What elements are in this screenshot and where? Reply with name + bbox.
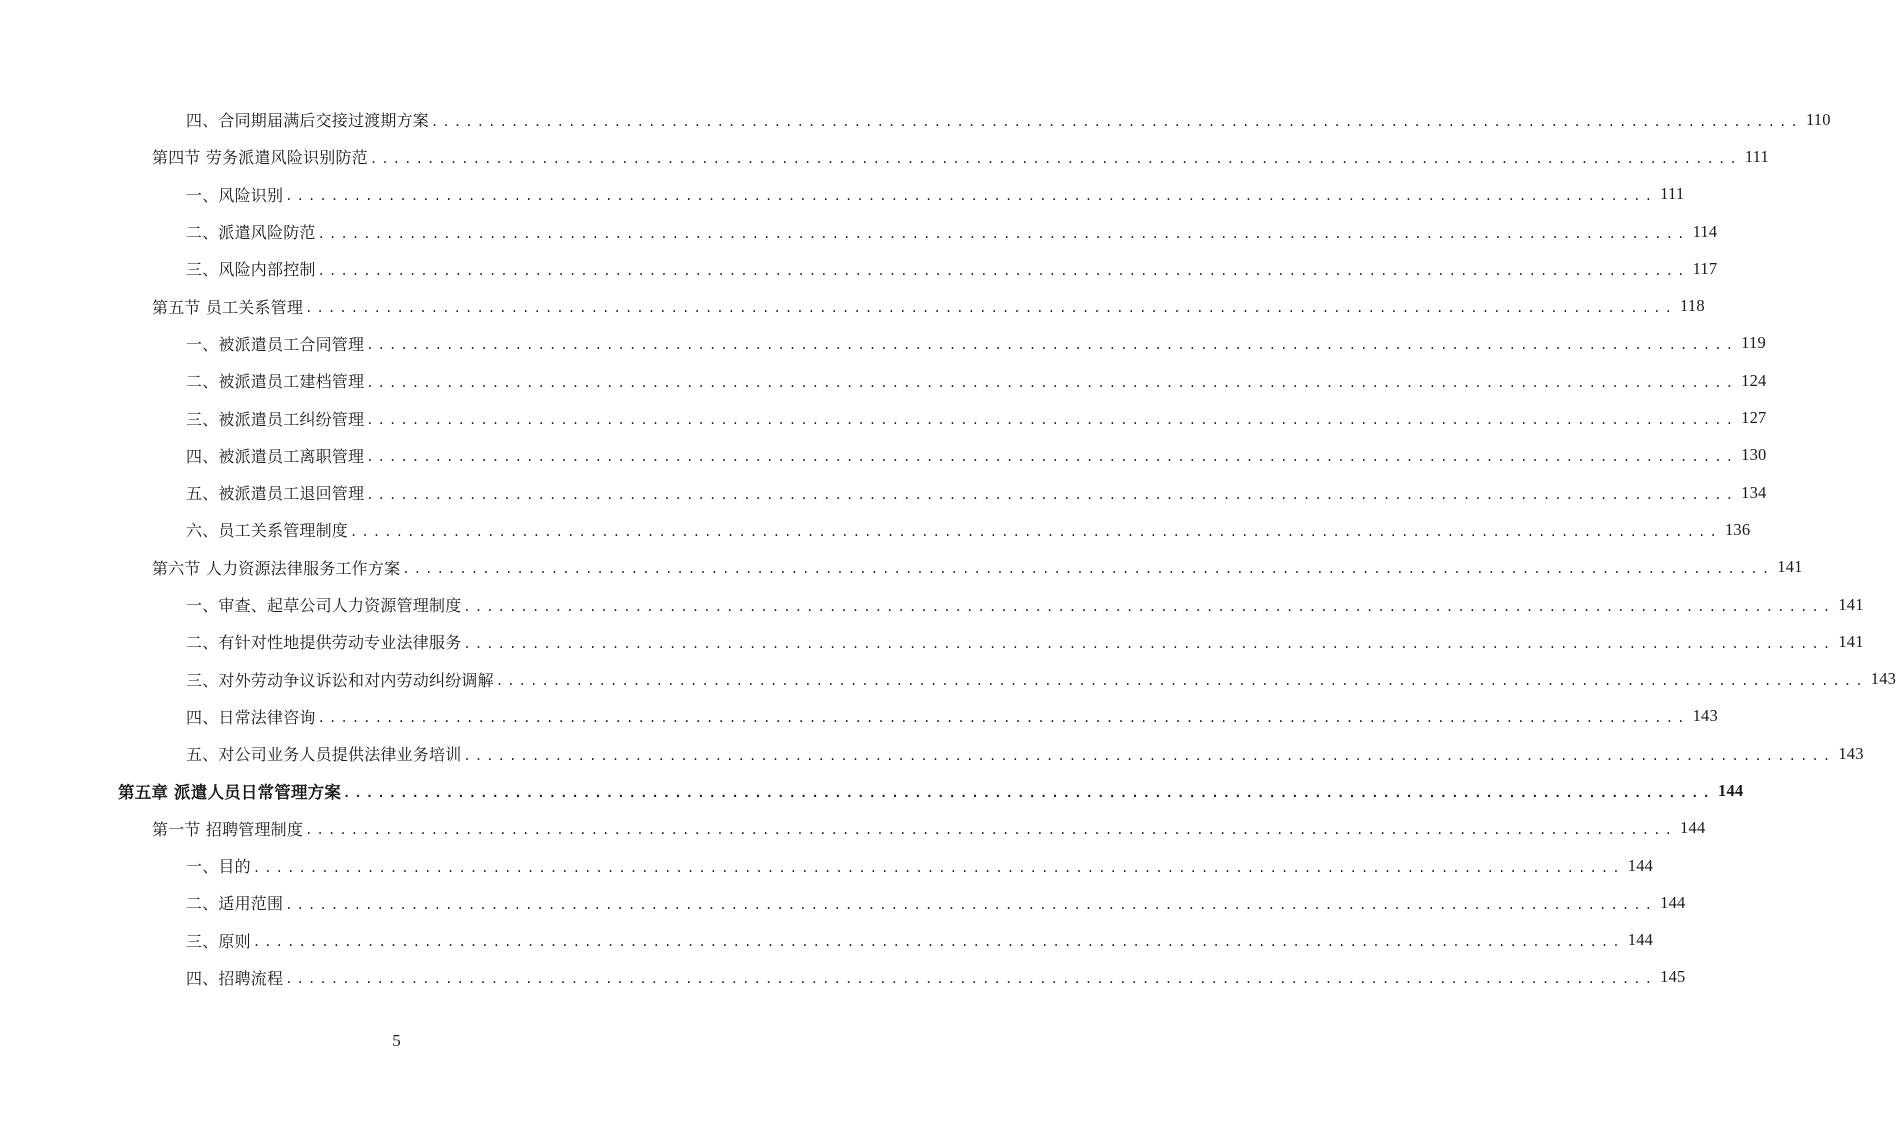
toc-entry-page: 144 (1627, 855, 1654, 875)
toc-entry[interactable] (0, 772, 1744, 809)
toc-entry-page: 141 (1838, 631, 1864, 651)
toc-entry-page: 119 (1741, 333, 1766, 353)
toc-entry[interactable] (0, 959, 1686, 996)
toc-entry[interactable] (0, 698, 1718, 735)
toc-entry[interactable] (0, 735, 1864, 772)
toc-entry-title: 四、招聘流程 (186, 968, 284, 988)
toc-entry-page: 117 (1692, 258, 1718, 278)
toc-entry[interactable] (0, 922, 1654, 959)
toc-entry-title: 一、风险识别 (186, 185, 284, 205)
toc-entry-title: 三、风险内部控制 (186, 260, 316, 280)
toc-entry[interactable] (0, 549, 1803, 586)
toc-entry[interactable] (0, 213, 1718, 250)
toc-entry[interactable] (0, 101, 1831, 138)
toc-entry[interactable] (0, 660, 1896, 697)
toc-leader-dots: ........................................................................................................................ (366, 450, 1738, 465)
toc-entry-title: 第五章 派遣人员日常管理方案 (118, 782, 342, 802)
toc-leader-dots: ........................................................................................................................ (252, 860, 1624, 875)
toc-entry-page: 143 (1870, 669, 1896, 689)
toc-entry-title: 二、被派遣员工建档管理 (186, 372, 365, 392)
table-of-contents (0, 101, 1896, 996)
toc-entry[interactable] (0, 287, 1705, 324)
toc-entry[interactable] (0, 138, 1769, 175)
toc-leader-dots: ........................................................................................................................ (366, 338, 1738, 353)
toc-entry[interactable] (0, 884, 1686, 921)
toc-entry[interactable] (0, 511, 1751, 548)
toc-leader-dots: ........................................................................................................................ (350, 524, 1721, 539)
toc-entry-page: 143 (1692, 706, 1718, 726)
toc-entry[interactable] (0, 586, 1864, 623)
toc-entry-page: 143 (1838, 743, 1864, 763)
toc-leader-dots: ........................................................................................................................ (285, 897, 1657, 912)
toc-leader-dots: ........................................................................................................................ (463, 599, 1835, 614)
toc-leader-dots: ........................................................................................................................ (463, 748, 1835, 763)
toc-entry-page: 110 (1805, 109, 1831, 129)
toc-entry-page: 130 (1741, 445, 1767, 465)
toc-entry-title: 六、员工关系管理制度 (186, 521, 349, 541)
toc-leader-dots: ........................................................................................................................ (369, 151, 1741, 166)
toc-entry-page: 141 (1777, 557, 1803, 577)
toc-leader-dots: ........................................................................................................................ (285, 189, 1657, 204)
toc-entry-title: 第一节 招聘管理制度 (152, 819, 304, 839)
toc-entry[interactable] (0, 474, 1767, 511)
toc-entry-title: 五、对公司业务人员提供法律业务培训 (186, 745, 462, 765)
toc-entry-title: 三、被派遣员工纠纷管理 (186, 409, 365, 429)
toc-leader-dots: ........................................................................................................................ (402, 562, 1774, 577)
toc-leader-dots: ........................................................................................................................ (305, 823, 1677, 838)
toc-entry-title: 一、目的 (186, 857, 251, 877)
toc-entry-page: 111 (1744, 146, 1769, 166)
toc-entry-page: 136 (1724, 519, 1751, 539)
toc-entry-page: 111 (1660, 184, 1685, 204)
toc-entry-title: 第四节 劳务派遣风险识别防范 (152, 148, 368, 168)
toc-entry-title: 五、被派遣员工退回管理 (186, 484, 365, 504)
toc-entry-title: 第六节 人力资源法律服务工作方案 (152, 558, 401, 578)
toc-entry-title: 二、适用范围 (186, 894, 284, 914)
toc-entry[interactable] (0, 362, 1767, 399)
toc-entry-page: 144 (1680, 818, 1706, 838)
toc-entry-page: 118 (1680, 296, 1705, 316)
toc-leader-dots: ........................................................................................................................ (431, 114, 1802, 129)
toc-leader-dots: ........................................................................................................................ (366, 375, 1738, 390)
toc-entry-title: 三、原则 (186, 931, 251, 951)
toc-entry-title: 第五节 员工关系管理 (152, 297, 304, 317)
page-number: 5 (392, 1031, 401, 1050)
toc-entry-title: 四、被派遣员工离职管理 (186, 446, 365, 466)
toc-leader-dots: ........................................................................................................................ (366, 413, 1738, 428)
toc-entry-title: 一、审查、起草公司人力资源管理制度 (186, 596, 462, 615)
toc-entry-page: 144 (1718, 780, 1744, 800)
toc-entry-page: 145 (1660, 967, 1686, 987)
toc-entry[interactable] (0, 325, 1766, 362)
toc-leader-dots: ........................................................................................................................ (285, 972, 1657, 987)
toc-leader-dots: ........................................................................................................................ (305, 301, 1677, 316)
toc-entry-page: 144 (1660, 892, 1686, 912)
toc-entry[interactable] (0, 250, 1718, 287)
toc-entry-title: 四、日常法律咨询 (186, 707, 316, 727)
toc-entry[interactable] (0, 399, 1767, 436)
toc-entry-page: 141 (1838, 594, 1864, 614)
toc-leader-dots: ........................................................................................................................ (252, 935, 1624, 950)
toc-leader-dots: ........................................................................................................................ (495, 674, 1867, 689)
toc-entry-page: 134 (1741, 482, 1767, 502)
toc-entry[interactable] (0, 847, 1654, 884)
toc-entry-page: 114 (1692, 221, 1718, 241)
toc-entry-page: 127 (1741, 408, 1767, 428)
toc-entry[interactable] (0, 176, 1685, 213)
toc-entry-page: 144 (1627, 930, 1654, 950)
toc-leader-dots: ........................................................................................................................ (317, 263, 1689, 278)
toc-leader-dots: ........................................................................................................................ (343, 785, 1714, 800)
toc-leader-dots: ........................................................................................................................ (317, 226, 1689, 241)
toc-leader-dots: ........................................................................................................................ (366, 487, 1738, 502)
toc-leader-dots: ........................................................................................................................ (463, 636, 1835, 651)
toc-entry[interactable] (0, 623, 1864, 660)
toc-entry-title: 四、合同期届满后交接过渡期方案 (186, 111, 430, 131)
toc-leader-dots: ........................................................................................................................ (317, 711, 1689, 726)
toc-entry-title: 二、有针对性地提供劳动专业法律服务 (186, 633, 462, 653)
toc-entry-title: 一、被派遣员工合同管理 (186, 334, 365, 354)
toc-entry[interactable] (0, 810, 1706, 847)
toc-entry-page: 124 (1741, 370, 1767, 390)
toc-entry[interactable] (0, 437, 1767, 474)
toc-entry-title: 二、派遣风险防范 (186, 223, 316, 243)
toc-entry-title: 三、对外劳动争议诉讼和对内劳动纠纷调解 (186, 670, 494, 690)
